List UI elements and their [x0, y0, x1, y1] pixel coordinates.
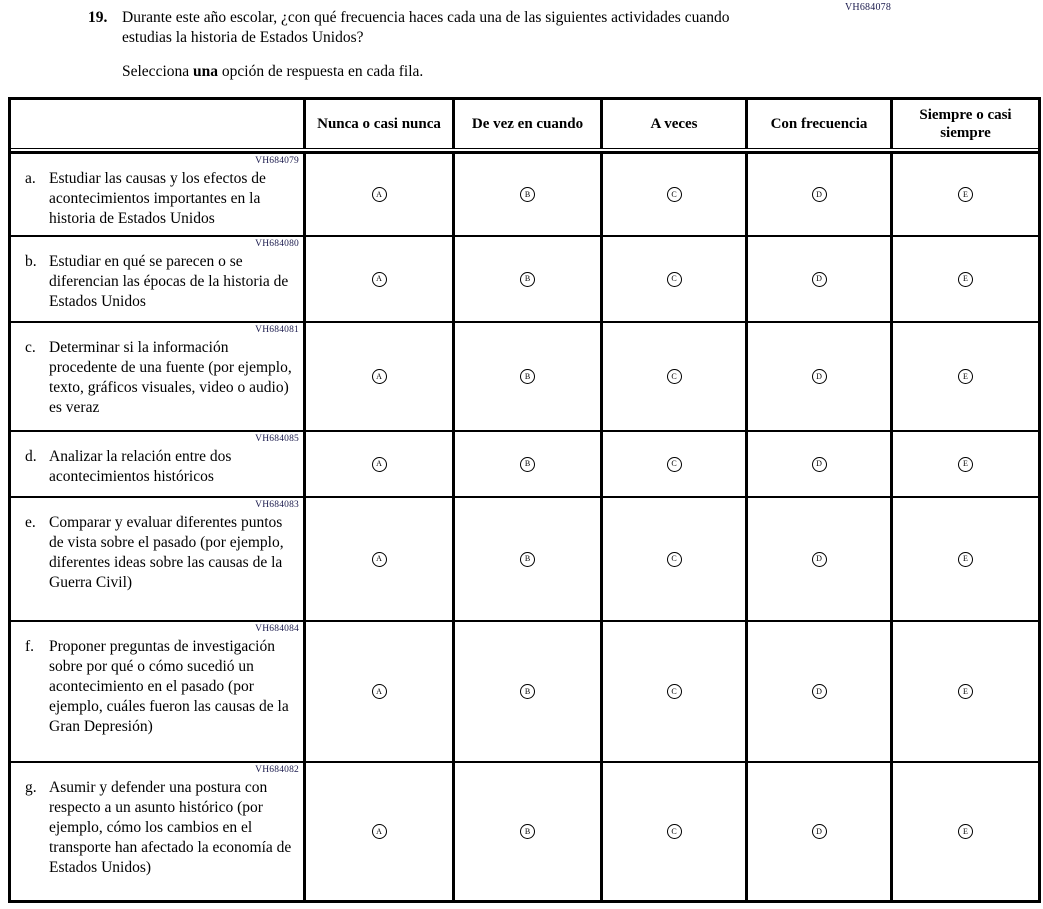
question-block [88, 8, 768, 81]
option-bubble-D[interactable]: D [812, 824, 827, 839]
option-bubble-C[interactable]: C [667, 272, 682, 287]
option-cell [745, 154, 890, 235]
item-letter: c. [25, 339, 36, 356]
option-cell [452, 323, 600, 430]
option-cell [890, 763, 1038, 900]
option-bubble-B[interactable]: B [520, 369, 535, 384]
table-row [11, 496, 1038, 620]
item-letter: a. [25, 170, 36, 187]
item-stem-cell [11, 154, 303, 235]
option-cell [745, 432, 890, 496]
item-text: Determinar si la información procedente de una fuente (por ejemplo, texto, gráficos visuales, video o audio) es veraz [49, 339, 292, 416]
item-code: VH684084 [255, 624, 299, 634]
header-cell-de-vez-en-cuando: De vez en cuando [452, 100, 600, 148]
option-cell [303, 237, 452, 321]
table-row [11, 430, 1038, 496]
option-bubble-E[interactable]: E [958, 552, 973, 567]
item-text: Asumir y defender una postura con respecto a un asunto histórico (por ejemplo, cómo los cambios en el transporte han afectado la economía de Estados Unidos) [49, 779, 292, 876]
option-cell [600, 323, 745, 430]
option-cell [600, 432, 745, 496]
instruction-suffix: opción de respuesta en cada fila. [218, 63, 424, 80]
option-bubble-D[interactable]: D [812, 684, 827, 699]
option-cell [745, 498, 890, 620]
instruction-prefix: Selecciona [122, 63, 194, 80]
option-bubble-E[interactable]: E [958, 457, 973, 472]
option-cell [303, 498, 452, 620]
table-row [11, 151, 1038, 235]
option-bubble-D[interactable]: D [812, 457, 827, 472]
option-cell [303, 323, 452, 430]
option-bubble-A[interactable]: A [372, 272, 387, 287]
option-cell [303, 763, 452, 900]
option-cell [890, 432, 1038, 496]
item-stem-cell [11, 323, 303, 430]
option-cell [745, 323, 890, 430]
item-letter: g. [25, 779, 37, 796]
option-cell [600, 622, 745, 761]
option-cell [745, 763, 890, 900]
item-text: Analizar la relación entre dos acontecimientos históricos [49, 448, 232, 485]
option-cell [452, 432, 600, 496]
option-cell [890, 154, 1038, 235]
table-body [11, 149, 1038, 900]
option-bubble-A[interactable]: A [372, 187, 387, 202]
item-letter: d. [25, 448, 37, 465]
option-bubble-A[interactable]: A [372, 457, 387, 472]
option-bubble-C[interactable]: C [667, 824, 682, 839]
option-cell [745, 237, 890, 321]
item-stem-cell [11, 763, 303, 900]
option-cell [890, 622, 1038, 761]
header-cell-stem [11, 100, 303, 148]
option-bubble-D[interactable]: D [812, 552, 827, 567]
option-bubble-B[interactable]: B [520, 187, 535, 202]
item-code: VH684082 [255, 765, 299, 775]
option-bubble-D[interactable]: D [812, 272, 827, 287]
table-row [11, 761, 1038, 900]
item-text: Comparar y evaluar diferentes puntos de vista sobre el pasado (por ejemplo, diferentes ideas sobre las causas de la Guerra Civil) [49, 514, 284, 591]
table-row [11, 620, 1038, 761]
item-code: VH684079 [255, 156, 299, 166]
option-bubble-C[interactable]: C [667, 457, 682, 472]
option-bubble-A[interactable]: A [372, 824, 387, 839]
option-cell [452, 498, 600, 620]
item-text: Estudiar en qué se parecen o se diferencian las épocas de la historia de Estados Unidos [49, 253, 289, 310]
option-bubble-C[interactable]: C [667, 369, 682, 384]
option-cell [745, 622, 890, 761]
option-cell [890, 237, 1038, 321]
accession-code: VH684078 [845, 2, 892, 13]
option-cell [452, 622, 600, 761]
header-cell-a-veces: A veces [600, 100, 745, 148]
option-bubble-C[interactable]: C [667, 684, 682, 699]
option-cell [452, 154, 600, 235]
option-bubble-B[interactable]: B [520, 684, 535, 699]
option-bubble-B[interactable]: B [520, 272, 535, 287]
option-cell [452, 237, 600, 321]
item-stem-cell [11, 622, 303, 761]
instruction-bold-word: una [193, 63, 219, 80]
table-row [11, 235, 1038, 321]
option-cell [600, 154, 745, 235]
option-cell [890, 323, 1038, 430]
option-bubble-A[interactable]: A [372, 552, 387, 567]
option-bubble-B[interactable]: B [520, 552, 535, 567]
item-code: VH684085 [255, 434, 299, 444]
option-cell [600, 498, 745, 620]
option-bubble-B[interactable]: B [520, 457, 535, 472]
option-bubble-E[interactable]: E [958, 369, 973, 384]
item-letter: e. [25, 514, 36, 531]
instruction-text [122, 63, 768, 81]
item-letter: f. [25, 638, 35, 655]
option-bubble-B[interactable]: B [520, 824, 535, 839]
header-cell-nunca: Nunca o casi nunca [303, 100, 452, 148]
option-bubble-E[interactable]: E [958, 187, 973, 202]
item-code: VH684083 [255, 500, 299, 510]
option-bubble-E[interactable]: E [958, 824, 973, 839]
item-stem-cell [11, 237, 303, 321]
option-bubble-D[interactable]: D [812, 187, 827, 202]
question-number: 19. [88, 9, 108, 26]
option-cell [303, 622, 452, 761]
item-stem-cell [11, 498, 303, 620]
option-bubble-E[interactable]: E [958, 272, 973, 287]
response-table [8, 97, 1041, 903]
option-cell [303, 432, 452, 496]
option-bubble-D[interactable]: D [812, 369, 827, 384]
option-bubble-C[interactable]: C [667, 187, 682, 202]
option-bubble-C[interactable]: C [667, 552, 682, 567]
option-cell [303, 154, 452, 235]
option-cell [452, 763, 600, 900]
option-bubble-E[interactable]: E [958, 684, 973, 699]
item-text: Proponer preguntas de investigación sobre por qué o cómo sucedió un acontecimiento en el pasado (por ejemplo, cuáles fueron las causas de la Gran Depresión) [49, 638, 289, 735]
question-text: Durante este año escolar, ¿con qué frecuencia haces cada una de las siguientes actividades cuando estudias la historia de Estados Unidos? [122, 9, 730, 46]
option-bubble-A[interactable]: A [372, 684, 387, 699]
option-cell [890, 498, 1038, 620]
option-cell [600, 763, 745, 900]
item-letter: b. [25, 253, 37, 270]
table-header-row [11, 100, 1038, 149]
item-text: Estudiar las causas y los efectos de acontecimientos importantes en la historia de Estados Unidos [49, 170, 266, 227]
item-stem-cell [11, 432, 303, 496]
item-code: VH684080 [255, 239, 299, 249]
header-cell-siempre: Siempre o casi siempre [890, 100, 1038, 148]
table-row [11, 321, 1038, 430]
option-cell [600, 237, 745, 321]
header-cell-con-frecuencia: Con frecuencia [745, 100, 890, 148]
option-bubble-A[interactable]: A [372, 369, 387, 384]
item-code: VH684081 [255, 325, 299, 335]
